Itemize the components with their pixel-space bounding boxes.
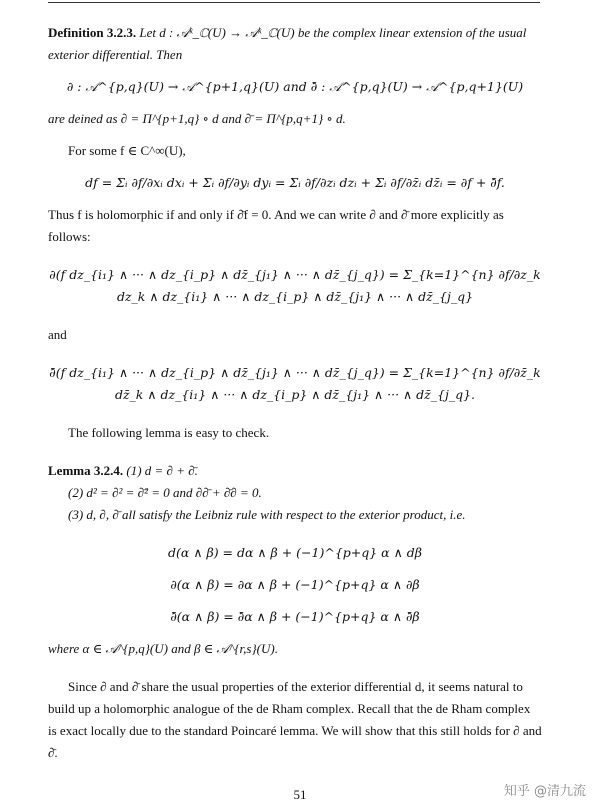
- definition-statement: Let d : 𝒜ᵏ_ℂ(U) → 𝒜ᵏ_ℂ(U) be the complex linear extension of the usual exterior differential. Then: [48, 25, 527, 62]
- partial-formula: ∂(f dz_{i₁} ∧ ··· ∧ dz_{i_p} ∧ dz̄_{j₁} ∧ ··· ∧ dz̄_{j_q}) = Σ_{k=1}^{n} ∂f/∂z_k dz_k ∧ dz_{i₁} ∧ ··· ∧ dz_{i_p} ∧ dz̄_{j₁} ∧ ··· ∧ dz̄_{j_q}: [49, 267, 541, 304]
- lemma-item-3: (3) d, ∂, ∂̄ all satisfy the Leibniz rule with respect to the exterior product, i.e.: [68, 507, 466, 522]
- lemma-where: where α ∈ 𝒜^{p,q}(U) and β ∈ 𝒜^{r,s}(U).: [48, 641, 278, 656]
- top-rule: [48, 2, 540, 3]
- closing-paragraph: Since ∂ and ∂̄ share the usual properties of the exterior differential d, it seems natural to build up a holomorphic analogue of the de Rham complex. Recall that the de Rham complex is exact locally due to the standard Poincaré lemma. We will show that this still holds for ∂ and ∂̄.: [48, 679, 542, 760]
- leibniz-partial: ∂(α ∧ β) = ∂α ∧ β + (−1)^{p+q} α ∧ ∂β: [170, 577, 420, 592]
- and-text: and: [48, 327, 67, 342]
- page-content: [48, 22, 542, 764]
- operator-maps: ∂ : 𝒜^{p,q}(U) → 𝒜^{p+1,q}(U) and ∂̄ : 𝒜^{p,q}(U) → 𝒜^{p,q+1}(U): [66, 79, 524, 94]
- df-formula: df = Σᵢ ∂f/∂xᵢ dxᵢ + Σᵢ ∂f/∂yᵢ dyᵢ = Σᵢ ∂f/∂zᵢ dzᵢ + Σᵢ ∂f/∂z̄ᵢ dz̄ᵢ = ∂f + ∂̄f.: [85, 175, 505, 190]
- watermark: 知乎 @清九流: [503, 784, 586, 799]
- definition-defined-as: are deined as ∂ = Π^{p+1,q} ∘ d and ∂̄ = Π^{p,q+1} ∘ d.: [48, 111, 346, 126]
- following-text: The following lemma is easy to check.: [68, 425, 270, 440]
- leibniz-dbar: ∂̄(α ∧ β) = ∂̄α ∧ β + (−1)^{p+q} α ∧ ∂̄β: [170, 609, 420, 624]
- definition-paragraph: [48, 22, 542, 66]
- lemma-item-1: (1) d = ∂ + ∂̄.: [126, 463, 198, 478]
- dbar-formula: ∂̄(f dz_{i₁} ∧ ··· ∧ dz_{i_p} ∧ dz̄_{j₁} ∧ ··· ∧ dz̄_{j_q}) = Σ_{k=1}^{n} ∂f/∂z̄_k dz̄_k ∧ dz_{i₁} ∧ ··· ∧ dz_{i_p} ∧ dz̄_{j₁} ∧ ··· ∧ dz̄_{j_q}.: [49, 365, 541, 402]
- page-number: 51: [293, 787, 307, 802]
- thus-paragraph: Thus f is holomorphic if and only if ∂̄f = 0. And we can write ∂ and ∂̄ more explicitly as follows:: [48, 207, 504, 244]
- lemma-heading: Lemma 3.2.4.: [48, 463, 124, 478]
- for-some-text: For some f ∈ C^∞(U),: [68, 143, 186, 158]
- leibniz-d: d(α ∧ β) = dα ∧ β + (−1)^{p+q} α ∧ dβ: [168, 545, 422, 560]
- definition-heading: Definition 3.2.3.: [48, 25, 137, 40]
- lemma-item-2: (2) d² = ∂² = ∂̄² = 0 and ∂∂̄ + ∂̄∂ = 0.: [68, 485, 262, 500]
- lemma-paragraph: [48, 460, 542, 482]
